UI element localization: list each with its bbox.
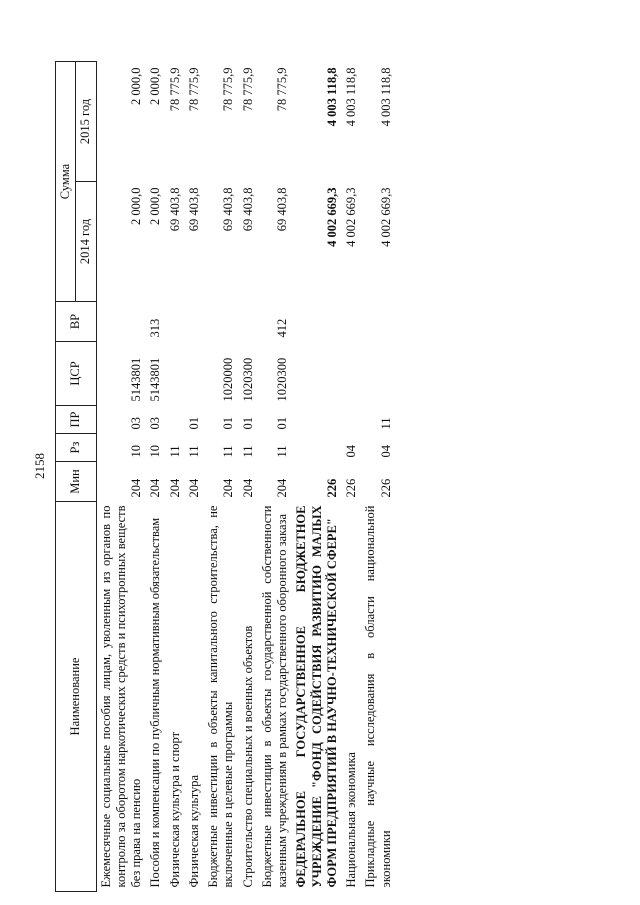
cell-pr: 03 [129, 417, 143, 430]
cell-min: 204 [148, 478, 163, 498]
header-rz: Рз [56, 434, 97, 462]
cell-csr: 5143801 [148, 357, 163, 402]
cell-rz: 11 [240, 445, 255, 458]
cell-2014: 2 000,0 [129, 187, 143, 225]
cell-vr [292, 302, 342, 342]
cell-2015: 4 003 118,8 [324, 67, 339, 127]
cell-rz: 04 [344, 445, 358, 458]
table-row [292, 62, 342, 892]
table-header [56, 62, 97, 892]
cell-2015: 2 000,0 [129, 67, 143, 105]
cell-csr: 5143801 [129, 357, 143, 402]
page-number-text: 2158 [32, 453, 47, 479]
cell-vr: 412 [275, 318, 289, 338]
cell-min: 204 [129, 478, 143, 498]
cell-csr [342, 342, 361, 406]
cell-2015: 4 003 118,8 [344, 67, 358, 127]
cell-min: 204 [167, 478, 182, 498]
table-row [166, 62, 185, 892]
cell-vr [204, 302, 239, 342]
cell-vr [342, 302, 361, 342]
cell-2015: 78 775,9 [221, 67, 236, 112]
cell-vr [166, 302, 185, 342]
cell-min: 204 [275, 478, 289, 498]
cell-vr: 313 [148, 318, 163, 338]
cell-pr: 01 [240, 417, 255, 430]
cell-2014: 4 002 669,3 [324, 187, 339, 247]
cell-name: Национальная экономика [344, 752, 358, 888]
cell-2014: 69 403,8 [186, 187, 201, 232]
cell-csr [166, 342, 185, 406]
cell-name: Бюджетные инвестиции в объекты капитального строительства, не включенные в целевые программы [206, 505, 236, 888]
cell-rz [292, 434, 342, 462]
table-body [96, 62, 396, 892]
cell-rz: 11 [186, 445, 201, 458]
cell-name: Прикладные научные исследования в области национальной экономики [363, 505, 393, 888]
table-row [361, 62, 396, 892]
cell-2015: 78 775,9 [167, 67, 182, 112]
cell-2014: 69 403,8 [275, 187, 289, 232]
cell-name: Строительство специальных и военных объектов [240, 625, 255, 888]
header-pr: ПР [56, 406, 97, 434]
cell-name: Ежемесячные социальные пособия лицам, уволенным из органов по контролю за оборотом наркотических средств и психотропных веществ без права на пенсию [98, 505, 143, 888]
budget-table [55, 61, 396, 892]
header-vr: ВР [56, 302, 97, 342]
cell-pr [342, 406, 361, 434]
cell-rz: 11 [221, 445, 236, 458]
cell-vr [239, 302, 258, 342]
cell-csr: 1020300 [240, 357, 255, 402]
cell-2014: 69 403,8 [240, 187, 255, 232]
cell-pr: 01 [221, 417, 236, 430]
cell-2015: 4 003 118,8 [378, 67, 393, 127]
cell-name: ФЕДЕРАЛЬНОЕ ГОСУДАРСТВЕННОЕ БЮДЖЕТНОЕ УЧРЕЖДЕНИЕ "ФОНД СОДЕЙСТВИЯ РАЗВИТИЮ МАЛЫХ ФОРМ ПРЕДПРИЯТИЙ В НАУЧНО-ТЕХНИЧЕСКОЙ СФЕРЕ" [294, 505, 339, 888]
table-row [96, 62, 146, 892]
cell-min: 204 [221, 478, 236, 498]
budget-table-wrapper [55, 62, 605, 892]
cell-pr [292, 406, 342, 434]
cell-vr [96, 302, 146, 342]
cell-name: Физическая культура и спорт [167, 731, 182, 888]
cell-rz: 11 [275, 445, 289, 458]
cell-rz: 04 [378, 445, 393, 458]
cell-name: Бюджетные инвестиции в объекты государственной собственности казенным учреждениям в рамках государственного оборонного заказа [259, 505, 289, 888]
table-row [239, 62, 258, 892]
cell-name: Физическая культура [186, 774, 201, 888]
cell-rz: 10 [129, 445, 143, 458]
table-row [258, 62, 293, 892]
cell-name: Пособия и компенсации по публичным нормативным обязательствам [148, 517, 163, 888]
cell-pr: 01 [186, 417, 201, 430]
header-2015: 2015 год [76, 62, 96, 182]
cell-csr [292, 342, 342, 406]
cell-2014: 2 000,0 [148, 187, 163, 225]
cell-min: 226 [324, 478, 339, 498]
cell-2015: 78 775,9 [186, 67, 201, 112]
table-row [204, 62, 239, 892]
cell-rz: 10 [148, 445, 163, 458]
cell-pr: 03 [148, 417, 163, 430]
cell-csr [185, 342, 204, 406]
header-min: Мин [56, 462, 97, 502]
cell-vr [361, 302, 396, 342]
cell-rz: 11 [167, 445, 182, 458]
table-row [342, 62, 361, 892]
cell-2015: 78 775,9 [240, 67, 255, 112]
cell-2015: 78 775,9 [275, 67, 289, 112]
cell-csr: 1020000 [221, 357, 236, 402]
cell-min: 204 [186, 478, 201, 498]
table-row [146, 62, 165, 892]
table-row [185, 62, 204, 892]
cell-pr: 11 [378, 417, 393, 430]
cell-csr: 1020300 [275, 357, 289, 402]
cell-2014: 69 403,8 [167, 187, 182, 232]
cell-pr: 01 [275, 417, 289, 430]
cell-csr [361, 342, 396, 406]
cell-min: 204 [240, 478, 255, 498]
header-name: Наименование [56, 502, 97, 892]
cell-min: 226 [344, 478, 358, 498]
page-number [30, 436, 50, 496]
cell-2015: 2 000,0 [148, 67, 163, 105]
cell-min: 226 [378, 478, 393, 498]
cell-2014: 4 002 669,3 [344, 187, 358, 247]
cell-2014: 4 002 669,3 [378, 187, 393, 247]
rotated-page [55, 62, 605, 892]
cell-2014: 69 403,8 [221, 187, 236, 232]
header-csr: ЦСР [56, 342, 97, 406]
header-sum: Сумма [56, 62, 76, 302]
cell-vr [185, 302, 204, 342]
header-2014: 2014 год [76, 182, 96, 302]
cell-pr [166, 406, 185, 434]
